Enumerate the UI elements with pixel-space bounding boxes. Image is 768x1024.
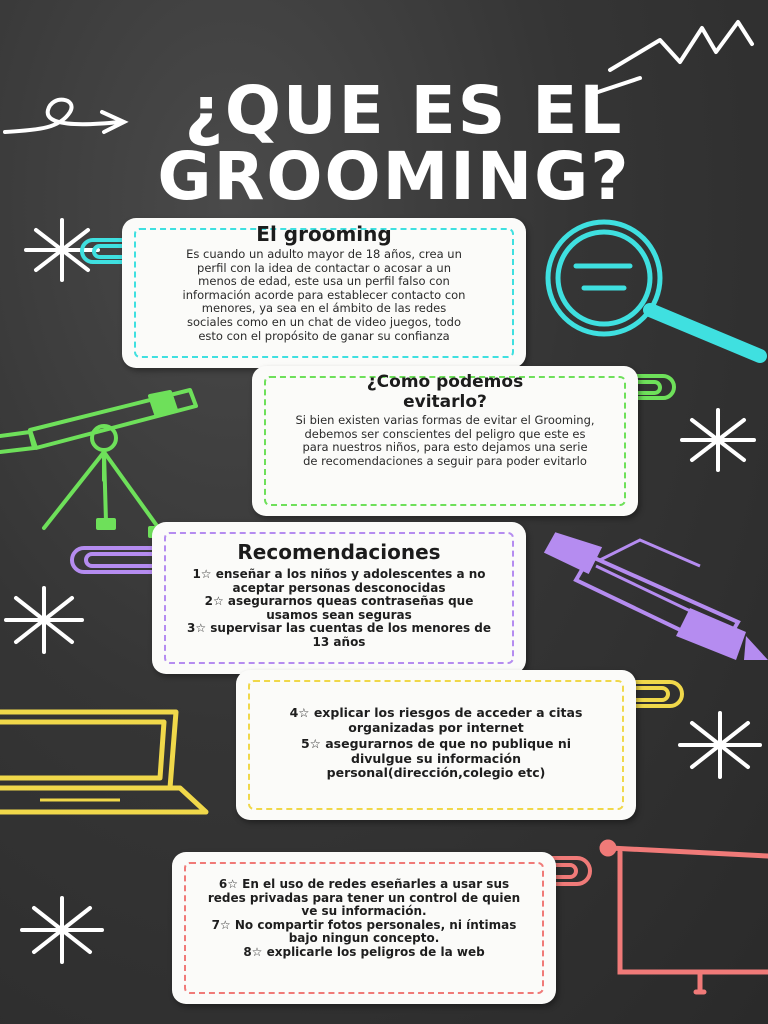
sparkle-icon — [682, 410, 754, 470]
list-item: 5☆ asegurarnos de que no publique ni divulgue su información personal(dirección,colegio etc) — [300, 736, 571, 780]
list-item: 4☆ explicar los riesgos de acceder a citas organizadas por internet — [289, 705, 583, 735]
card-el-grooming — [122, 218, 526, 368]
list-item: 3☆ supervisar las cuentas de los menores de 13 años — [186, 621, 492, 649]
sparkle-icon — [6, 588, 82, 652]
list-item: 8☆ explicarle los peligros de la web — [243, 944, 485, 959]
card-recomendaciones-3 — [172, 852, 556, 1004]
list-item: 7☆ No compartir fotos personales, ni íntimas bajo ningun concepto. — [211, 917, 517, 945]
card-body: Si bien existen varias formas de evitar el Grooming, debemos ser conscientes del peligro que este es para nuestros niños, para esto dejamos una serie de recomendaciones a seguir para poder evitarlo — [295, 413, 595, 468]
recommendation-list — [180, 568, 498, 649]
magnifier-icon — [548, 222, 760, 356]
projector-screen-icon — [602, 842, 768, 992]
page-title-line1: ¿QUE ES EL — [184, 72, 624, 149]
telescope-icon — [0, 390, 196, 536]
list-item: 6☆ En el uso de redes eseñarles a usar sus redes privadas para tener un control de quien ve su información. — [207, 877, 521, 918]
laptop-icon — [0, 712, 206, 812]
card-body: Es cuando un adulto mayor de 18 años, crea un perfil con la idea de contactar o acosar a un menos de edad, este usa un perfil falso con información acorde para establecer contacto con menores, ya sea en el ámbito de las redes sociales como en un chat de video juegos, todo esto con el propósito de ganar su confianza — [182, 247, 466, 343]
card-heading: ¿Como podemos evitarlo? — [366, 372, 524, 412]
card-recomendaciones-2 — [236, 670, 636, 820]
card-heading: El grooming — [256, 222, 392, 246]
card-como-evitarlo — [252, 366, 638, 516]
list-item: 2☆ asegurarnos queas contraseñas que usamos sean seguras — [204, 594, 474, 622]
page-title-line2: GROOMING? — [157, 138, 631, 215]
card-recomendaciones — [152, 522, 526, 674]
recommendation-list — [276, 706, 596, 781]
sparkle-icon — [26, 220, 98, 280]
pen-icon — [546, 534, 768, 660]
sparkle-icon — [22, 898, 102, 962]
sparkle-icon — [680, 713, 760, 777]
recommendation-list — [198, 878, 530, 959]
card-heading: Recomendaciones — [237, 540, 441, 564]
list-item: 1☆ enseñar a los niños y adolescentes a no aceptar personas desconocidas — [192, 567, 486, 595]
